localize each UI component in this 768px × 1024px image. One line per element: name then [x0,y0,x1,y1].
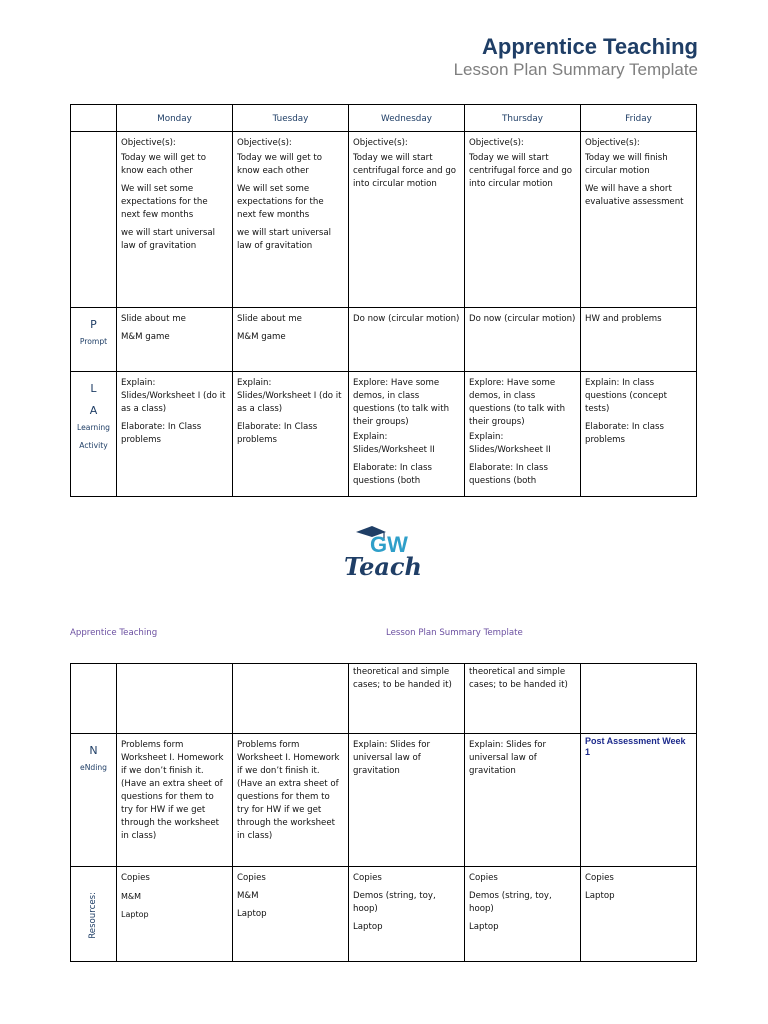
objective-line: Today we will start centrifugal force and go into circular motion [353,153,457,189]
resource-line: Demos (string, toy, hoop) [469,891,552,914]
learning-cell-monday [117,372,233,497]
resource-line: Demos (string, toy, hoop) [353,891,436,914]
objective-line: we will start universal law of gravitation [121,228,216,251]
continued-cell-thursday [465,664,581,734]
objective-cell-friday [581,132,697,308]
continued-cell-monday [117,664,233,734]
ending-letter: N [89,744,98,757]
ending-row [71,734,697,867]
continued-cell-wednesday [349,664,465,734]
prompt-cell-tuesday [233,308,349,372]
objective-line: Objective(s): [469,138,524,148]
page-subtitle: Lesson Plan Summary Template [453,60,698,79]
day-header: Thursday [465,105,581,132]
prompt-cell-wednesday [349,308,465,372]
resources-cell-wednesday [349,867,465,962]
corner-cell [71,105,117,132]
logo-gw-text: GW [370,532,408,557]
objective-cell-wednesday [349,132,465,308]
learning-line: Elaborate: In Class problems [121,422,202,445]
prompt-cell-friday [581,308,697,372]
ending-side-cell [71,734,117,867]
learning-line: Elaborate: In class questions (both [353,463,432,486]
resources-label: Resources: [88,891,98,939]
resource-line: Laptop [237,909,267,919]
learning-cell-thursday [465,372,581,497]
resource-line: Copies [585,873,614,883]
resource-line: M&M [237,891,259,901]
prompt-label: Prompt [79,337,108,346]
objective-line: Objective(s): [121,138,176,148]
prompt-line: M&M game [237,332,286,342]
resource-line: Copies [353,873,382,883]
learning-activity-side-cell [71,372,117,497]
lesson-plan-table-page-1 [70,104,697,497]
resources-row [71,867,697,962]
footer-right-text: Lesson Plan Summary Template [386,628,523,638]
continued-line: theoretical and simple cases; to be handed it) [469,667,568,690]
prompt-line: Slide about me [121,314,186,324]
ending-line: Explain: Slides for universal law of gravitation [353,740,431,776]
logo-teach-text: Teach [344,552,422,578]
learning-line: Explain: Slides/Worksheet I (do it as a class) [121,378,226,414]
learning-line: Explain: Slides/Worksheet II [469,432,551,455]
learning-label: Learning [77,423,110,432]
ending-cell-friday [581,734,697,867]
learning-cell-friday [581,372,697,497]
learning-cell-tuesday [233,372,349,497]
learning-line: Elaborate: In class questions (both [469,463,548,486]
continued-cell-friday [581,664,697,734]
prompt-side-cell [71,308,117,372]
prompt-line: Do now (circular motion) [353,314,460,324]
footer-left-text: Apprentice Teaching [70,628,158,638]
resources-cell-thursday [465,867,581,962]
resource-line: M&M [121,892,142,901]
page-header [454,34,698,80]
objective-cell-thursday [465,132,581,308]
learning-line: Explain: In class questions (concept tests) [585,378,667,414]
prompt-row [71,308,697,372]
learning-line: Explain: Slides/Worksheet I (do it as a class) [237,378,342,414]
day-header: Tuesday [233,105,349,132]
resource-line: Copies [469,873,498,883]
prompt-line: M&M game [121,332,170,342]
learning-line: Elaborate: In class problems [585,422,664,445]
learning-line: Explore: Have some demos, in class questions (to talk with their groups) [469,378,566,427]
objective-line: Objective(s): [585,138,640,148]
learning-line: Elaborate: In Class problems [237,422,318,445]
ending-line: Problems form Worksheet I. Homework if we don’t finish it. (Have an extra sheet of questions for them to try for HW if we get through the worksheet in class) [121,740,224,841]
resources-cell-monday [117,867,233,962]
prompt-cell-thursday [465,308,581,372]
gw-teach-logo [342,522,438,578]
ending-cell-wednesday [349,734,465,867]
prompt-cell-monday [117,308,233,372]
resources-cell-friday [581,867,697,962]
post-assessment-text: Post Assessment Week 1 [585,736,686,757]
continued-cell-tuesday [233,664,349,734]
resource-line: Copies [121,873,150,883]
ending-line: Explain: Slides for universal law of gravitation [469,740,547,776]
objective-line: we will start universal law of gravitation [237,228,332,251]
ending-cell-thursday [465,734,581,867]
resource-line: Laptop [585,891,615,901]
ending-label: eNding [80,763,107,772]
activity-label: Activity [79,441,108,450]
objective-line: Today we will start centrifugal force and go into circular motion [469,153,573,189]
objectives-row [71,132,697,308]
learning-letter: L [90,382,97,395]
learning-activity-row [71,372,697,497]
objective-line: Today we will finish circular motion [585,153,668,176]
resource-line: Copies [237,873,266,883]
resource-line: Laptop [469,922,499,932]
objective-line: We will set some expectations for the next few months [237,184,324,220]
objective-cell-monday [117,132,233,308]
prompt-letter: P [90,318,97,331]
resources-side-cell [71,867,117,962]
learning-cell-wednesday [349,372,465,497]
resource-line: Laptop [353,922,383,932]
activity-letter: A [89,404,98,417]
continued-side-cell [71,664,117,734]
objective-line: We will set some expectations for the next few months [121,184,208,220]
day-header: Monday [117,105,233,132]
ending-cell-monday [117,734,233,867]
resource-line: Laptop [121,910,149,919]
day-header: Friday [581,105,697,132]
objective-line: Objective(s): [353,138,408,148]
objective-line: We will have a short evaluative assessment [585,184,684,207]
objective-cell-tuesday [233,132,349,308]
day-header: Wednesday [349,105,465,132]
objective-line: Today we will get to know each other [121,153,207,176]
ending-line: Problems form Worksheet I. Homework if we don’t finish it. (Have an extra sheet of questions for them to try for HW if we get through the worksheet in class) [237,740,340,841]
ending-cell-tuesday [233,734,349,867]
objectives-side-cell [71,132,117,308]
continued-line: theoretical and simple cases; to be handed it) [353,667,452,690]
objective-line: Today we will get to know each other [237,153,323,176]
page-title: Apprentice Teaching [482,34,698,59]
objective-line: Objective(s): [237,138,292,148]
prompt-line: HW and problems [585,314,662,324]
learning-line: Explore: Have some demos, in class questions (to talk with their groups) [353,378,450,427]
resources-cell-tuesday [233,867,349,962]
prompt-line: Do now (circular motion) [469,314,576,324]
continued-row [71,664,697,734]
prompt-line: Slide about me [237,314,302,324]
learning-line: Explain: Slides/Worksheet II [353,432,435,455]
lesson-plan-table-page-2 [70,663,697,962]
days-header-row [71,105,697,132]
